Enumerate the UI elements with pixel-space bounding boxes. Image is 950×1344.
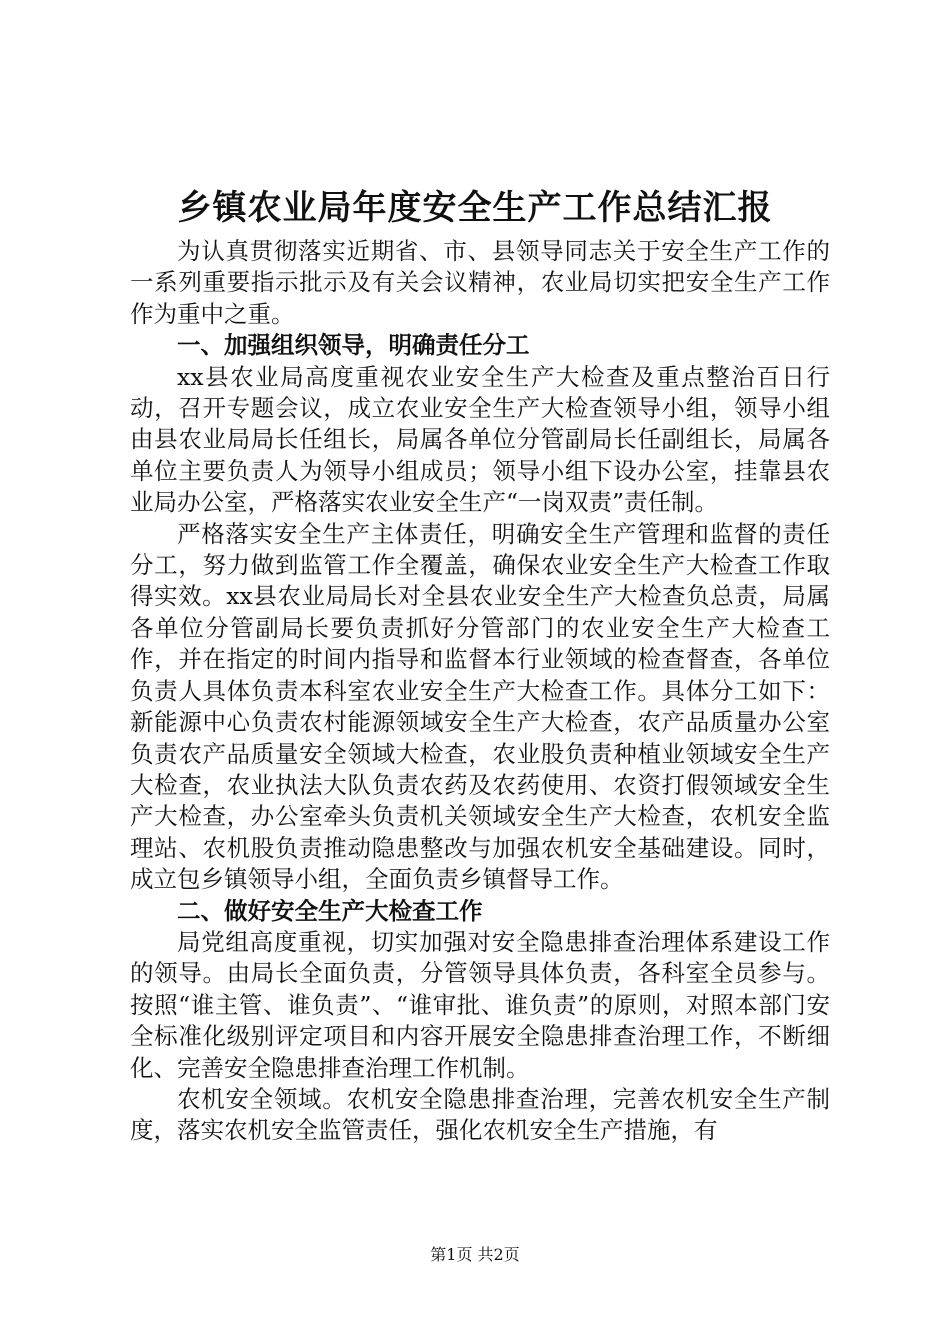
document-body — [130, 236, 830, 1147]
section-2-heading: 二、做好安全生产大检查工作 — [177, 896, 483, 925]
intro-paragraph: 为认真贯彻落实近期省、市、县领导同志关于安全生产工作的一系列重要指示批示及有关会议精神，农业局切实把安全生产工作作为重中之重。 — [130, 237, 830, 328]
section-2-paragraph: 局党组高度重视，切实加强对安全隐患排查治理体系建设工作的领导。由局长全面负责，分管领导具体负责，各科室全员参与。按照“谁主管、谁负责”、“谁审批、谁负责”的原则，对照本部门安全标准化级别评定项目和内容开展安全隐患排查治理工作，不断细化、完善安全隐患排查治理工作机制。 — [130, 927, 830, 1082]
section-1-paragraph: 严格落实安全生产主体责任，明确安全生产管理和监督的责任分工，努力做到监管工作全覆盖，确保农业安全生产大检查工作取得实效。xx县农业局局长对全县农业安全生产大检查负总责，局属各单位分管副局长要负责抓好分管部门的农业安全生产大检查工作，并在指定的时间内指导和监督本行业领域的检查督查，各单位负责人具体负责本科室农业安全生产大检查工作。具体分工如下：新能源中心负责农村能源领域安全生产大检查，农产品质量办公室负责农产品质量安全领域大检查，农业股负责种植业领域安全生产大检查，农业执法大队负责农药及农药使用、农资打假领域安全生产大检查，办公室牵头负责机关领域安全生产大检查，农机安全监理站、农机股负责推动隐患整改与加强农机安全基础建设。同时，成立包乡镇领导小组，全面负责乡镇督导工作。 — [130, 519, 830, 894]
section-1-heading: 一、加强组织领导，明确责任分工 — [177, 331, 530, 360]
document-title: 乡镇农业局年度安全生产工作总结汇报 — [177, 188, 773, 228]
section-2-paragraph: 农机安全领域。农机安全隐患排查治理，完善农机安全生产制度，落实农机安全监管责任，强化农机安全生产措施，有 — [130, 1084, 830, 1145]
page-number-footer: 第1页 共2页 — [430, 1245, 520, 1264]
section-1-paragraph: xx县农业局高度重视农业安全生产大检查及重点整治百日行动，召开专题会议，成立农业安全生产大检查领导小组，领导小组由县农业局局长任组长，局属各单位分管副局长任副组长，局属各单位主要负责人为领导小组成员；领导小组下设办公室，挂靠县农业局办公室，严格落实农业安全生产“一岗双责”责任制。 — [130, 362, 830, 517]
